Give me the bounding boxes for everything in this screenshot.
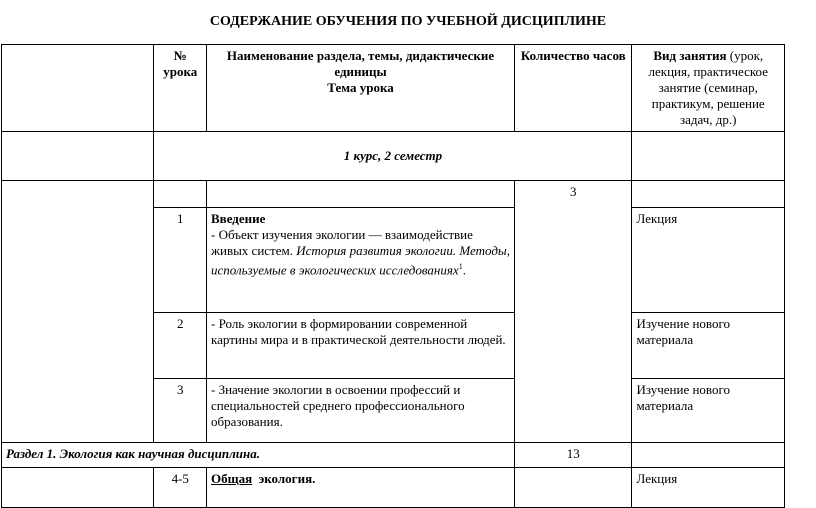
lesson-type: Лекция [632,468,785,508]
semester-row [2,132,785,181]
header-hours: Количество часов [515,45,632,132]
section-title: Раздел 1. Экология как научная дисциплина. [2,443,515,468]
lesson-number: 2 [154,313,207,379]
header-lesson-type-bold: Вид занятия [653,48,727,63]
lesson-type: Лекция [632,208,785,313]
lesson-heading-part2: экология. [258,471,316,486]
lesson-topic [207,208,515,313]
block-hours-row [2,181,785,208]
block-left-cell [2,181,154,443]
curriculum-table [1,44,785,508]
next-lesson-empty-cell [2,468,154,508]
section-type-empty [632,443,785,468]
lesson-type: Изучение нового материала [632,379,785,443]
semester-empty-type-cell [632,132,785,181]
lesson-number: 4-5 [154,468,207,508]
header-empty-cell [2,45,154,132]
block-topic-empty [207,181,515,208]
block-hours: 3 [515,181,632,443]
lesson-text-plain: - Объект изучения экологии — взаимодействие живых систем. [211,227,473,258]
header-topic-line2: Тема урока [327,80,394,95]
block-num-empty [154,181,207,208]
lesson-heading-part1: Общая [211,471,253,486]
lesson-topic: - Значение экологии в освоении профессий и специальностей среднего профессионального образования. [207,379,515,443]
section-row [2,443,785,468]
lesson-row [2,468,785,508]
header-row [2,45,785,132]
lesson-number: 3 [154,379,207,443]
section-hours: 13 [515,443,632,468]
lesson-type: Изучение нового материала [632,313,785,379]
lesson-text-tail: . [462,262,466,278]
lesson-text-italic: История развития экологии. Методы, используемые в экологических исследованиях [211,243,510,278]
lesson-number: 1 [154,208,207,313]
header-lesson-type [632,45,785,132]
header-topic-name [207,45,515,132]
next-lesson-hours-empty [515,468,632,508]
header-lesson-type-rest: (урок, лекция, практическое занятие (семинар, практикум, решение задач, др.) [648,48,768,127]
header-topic-line1: Наименование раздела, темы, дидактические единицы [226,48,495,79]
document-title: СОДЕРЖАНИЕ ОБУЧЕНИЯ ПО УЧЕБНОЙ ДИСЦИПЛИНЕ [209,14,607,29]
lesson-heading: Введение [211,211,266,226]
lesson-topic: - Роль экологии в формировании современной картины мира и в практической деятельности людей. [207,313,515,379]
footnote-marker: 1 [458,262,463,271]
lesson-topic [207,468,515,508]
block-type-empty [632,181,785,208]
semester-label: 1 курс, 2 семестр [154,132,632,181]
header-lesson-number: № урока [154,45,207,132]
semester-empty-cell [2,132,154,181]
